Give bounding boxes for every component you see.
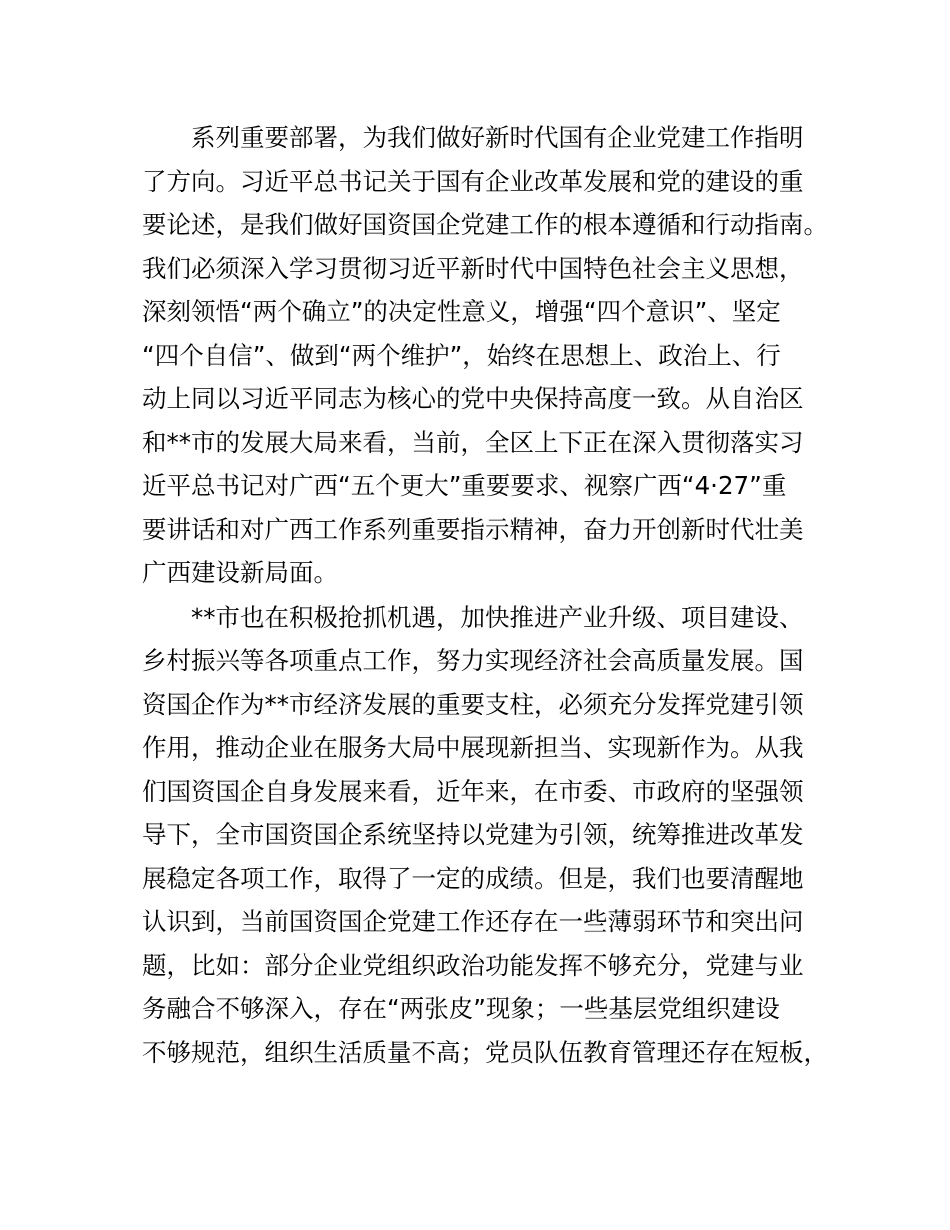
text-line: 广西建设新局面。 — [142, 558, 338, 587]
text-line: 展稳定各项工作，取得了一定的成绩。但是，我们也要清醒地 — [142, 863, 804, 893]
paragraph-2 — [142, 596, 828, 1075]
text-line: 了方向。习近平总书记关于国有企业改革发展和党的建设的重 — [142, 166, 804, 196]
text-line: 不够规范，组织生活质量不高；党员队伍教育管理还存在短板， — [142, 1037, 828, 1067]
text-line: 题，比如：部分企业党组织政治功能发挥不够充分，党建与业 — [142, 950, 804, 980]
text-line: 导下，全市国资国企系统坚持以党建为引领，统筹推进改革发 — [142, 820, 804, 849]
text-line: 动上同以习近平同志为核心的党中央保持高度一致。从自治区 — [142, 384, 804, 413]
text-line: 认识到，当前国资国企党建工作还存在一些薄弱环节和突出问 — [142, 907, 804, 936]
text-line: 我们必须深入学习贯彻习近平新时代中国特色社会主义思想， — [142, 253, 804, 283]
text-line: 系列重要部署，为我们做好新时代国有企业党建工作指明 — [142, 123, 804, 152]
text-line: 作用，推动企业在服务大局中展现新担当、实现新作为。从我 — [142, 733, 804, 762]
paragraph-1 — [142, 116, 828, 595]
text-line: 资国企作为**市经济发展的重要支柱，必须充分发挥党建引领 — [142, 689, 804, 719]
text-line: 们国资国企自身发展来看，近年来，在市委、市政府的坚强领 — [142, 776, 804, 806]
text-line: 和**市的发展大局来看，当前，全区上下正在深入贯彻落实习 — [142, 427, 804, 457]
text-line: 深刻领悟“两个确立”的决定性意义，增强“四个意识”、坚定 — [142, 297, 781, 326]
text-line: 近平总书记对广西“五个更大”重要要求、视察广西“4·27”重 — [142, 471, 787, 500]
document-body — [142, 116, 828, 1074]
text-line: **市也在积极抢抓机遇，加快推进产业升级、项目建设、 — [142, 602, 804, 632]
text-line: 务融合不够深入，存在“两张皮”现象；一些基层党组织建设 — [142, 994, 780, 1023]
text-line: “四个自信”、做到“两个维护”，始终在思想上、政治上、行 — [142, 340, 781, 370]
text-line: 要论述，是我们做好国资国企党建工作的根本遵循和行动指南。 — [142, 210, 828, 239]
text-line: 乡村振兴等各项重点工作，努力实现经济社会高质量发展。国 — [142, 646, 804, 675]
text-line: 要讲话和对广西工作系列重要指示精神，奋力开创新时代壮美 — [142, 514, 804, 544]
